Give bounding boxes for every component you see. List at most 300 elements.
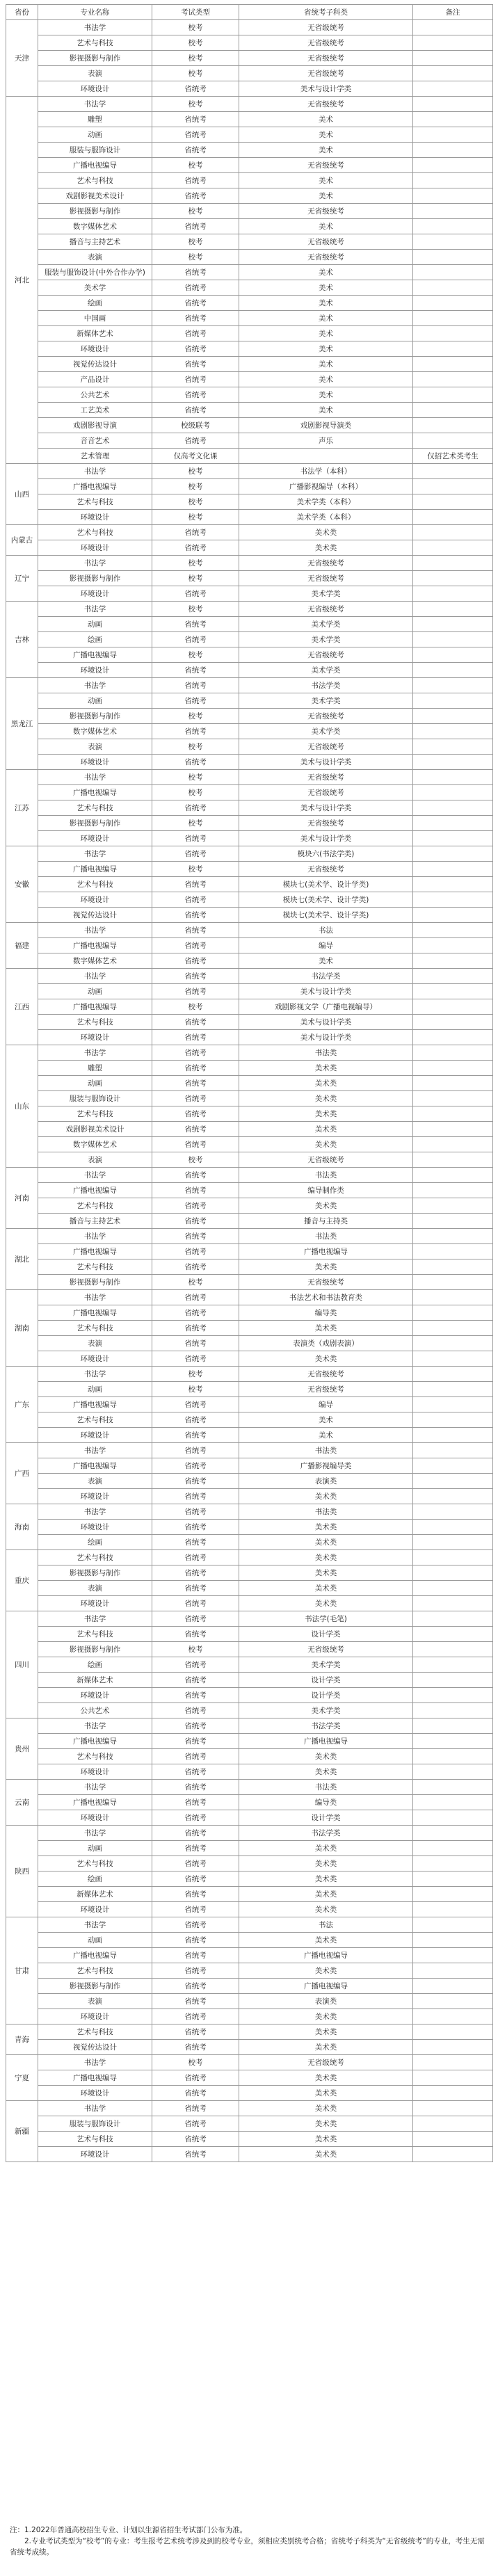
remarks-cell (413, 678, 493, 693)
remarks-cell (413, 556, 493, 571)
major-cell: 绘画 (38, 296, 152, 311)
exam-type-cell: 省统考 (152, 2101, 239, 2116)
table-row (6, 433, 493, 449)
remarks-cell (413, 1382, 493, 1397)
major-cell: 动画 (38, 1841, 152, 1856)
major-cell: 视觉传达设计 (38, 908, 152, 923)
remarks-cell (413, 1229, 493, 1244)
table-row (6, 1443, 493, 1458)
exam-type-cell: 省统考 (152, 1734, 239, 1749)
major-cell: 艺术与科技 (38, 525, 152, 540)
subcategory-cell: 美术类 (239, 1321, 413, 1336)
subcategory-cell: 书法类 (239, 1168, 413, 1183)
exam-type-cell: 省统考 (152, 1887, 239, 1902)
remarks-cell (413, 1810, 493, 1826)
major-cell: 动画 (38, 1382, 152, 1397)
exam-type-cell: 校考 (152, 1152, 239, 1168)
subcategory-cell: 无省级统考 (239, 51, 413, 66)
table-row (6, 20, 493, 35)
subcategory-cell: 书法类 (239, 1504, 413, 1520)
major-cell: 广播电视编导 (38, 785, 152, 800)
subcategory-cell: 书法学类 (239, 1718, 413, 1734)
major-cell: 书法学 (38, 1917, 152, 1933)
remarks-cell (413, 1520, 493, 1535)
remarks-cell (413, 1917, 493, 1933)
major-cell: 书法学 (38, 1045, 152, 1061)
subcategory-cell: 美术类 (239, 2040, 413, 2055)
subcategory-cell: 书法类 (239, 1443, 413, 1458)
major-cell: 数字媒体艺术 (38, 953, 152, 969)
remarks-cell (413, 418, 493, 433)
table-row (6, 1657, 493, 1673)
remarks-cell (413, 296, 493, 311)
table-row (6, 387, 493, 403)
table-row (6, 1810, 493, 1826)
major-cell: 环境设计 (38, 1902, 152, 1917)
remarks-cell (413, 1535, 493, 1550)
exam-type-cell: 省统考 (152, 1198, 239, 1214)
remarks-cell (413, 862, 493, 877)
remarks-cell (413, 1061, 493, 1076)
major-cell: 书法学 (38, 2101, 152, 2116)
subcategory-cell: 美术类 (239, 1061, 413, 1076)
table-row (6, 1122, 493, 1137)
major-cell: 服装与服饰设计(中外合作办学) (38, 265, 152, 280)
remarks-cell (413, 1826, 493, 1841)
table-row (6, 1336, 493, 1351)
remarks-cell (413, 1214, 493, 1229)
major-cell: 环境设计 (38, 1810, 152, 1826)
major-cell: 表演 (38, 1581, 152, 1596)
exam-type-cell: 校考 (152, 479, 239, 494)
remarks-cell (413, 1611, 493, 1627)
exam-type-cell: 省统考 (152, 1841, 239, 1856)
province-cell: 重庆 (6, 1550, 38, 1611)
subcategory-cell: 书法学（本科） (239, 464, 413, 479)
subcategory-cell: 书法学类 (239, 1826, 413, 1841)
remarks-cell (413, 1091, 493, 1106)
subcategory-cell: 广播影视编导类 (239, 1458, 413, 1474)
major-cell: 广播电视编导 (38, 1795, 152, 1810)
subcategory-cell: 美术 (239, 311, 413, 326)
table-row (6, 693, 493, 709)
subcategory-cell: 美术 (239, 1412, 413, 1428)
subcategory-cell: 美术类 (239, 1871, 413, 1887)
table-row (6, 969, 493, 984)
major-cell: 影视摄影与制作 (38, 1565, 152, 1581)
table-row (6, 1259, 493, 1275)
province-cell: 云南 (6, 1780, 38, 1826)
exam-type-cell: 省统考 (152, 1535, 239, 1550)
exam-type-cell: 省统考 (152, 326, 239, 341)
subcategory-cell: 模块七(美术学、设计学类) (239, 892, 413, 908)
table-row (6, 2009, 493, 2024)
remarks-cell (413, 143, 493, 158)
exam-type-cell: 校考 (152, 999, 239, 1015)
subcategory-cell: 无省级统考 (239, 647, 413, 663)
subcategory-cell: 编导类 (239, 1305, 413, 1321)
remarks-cell (413, 999, 493, 1015)
subcategory-cell: 模块七(美术学、设计学类) (239, 908, 413, 923)
exam-type-cell: 省统考 (152, 81, 239, 97)
remarks-cell (413, 2086, 493, 2101)
subcategory-cell: 美术类 (239, 1841, 413, 1856)
exam-type-cell: 省统考 (152, 1581, 239, 1596)
subcategory-cell: 编导类 (239, 1795, 413, 1810)
remarks-cell (413, 1703, 493, 1718)
major-cell: 戏剧影视美术设计 (38, 1122, 152, 1137)
exam-type-cell: 省统考 (152, 923, 239, 938)
subcategory-cell: 无省级统考 (239, 816, 413, 831)
major-cell: 环境设计 (38, 892, 152, 908)
subcategory-cell: 美术 (239, 953, 413, 969)
exam-type-cell: 省统考 (152, 1826, 239, 1841)
remarks-cell (413, 1688, 493, 1703)
remarks-cell (413, 2024, 493, 2040)
table-row (6, 2147, 493, 2162)
exam-type-cell: 校考 (152, 556, 239, 571)
subcategory-cell: 美术 (239, 1428, 413, 1443)
remarks-cell (413, 1627, 493, 1642)
remarks-cell (413, 1994, 493, 2009)
table-row (6, 800, 493, 816)
table-row (6, 739, 493, 755)
subcategory-cell: 书法学类 (239, 678, 413, 693)
subcategory-cell: 美术类 (239, 540, 413, 556)
exam-type-cell: 省统考 (152, 1076, 239, 1091)
exam-type-cell: 省统考 (152, 1412, 239, 1428)
table-row (6, 2024, 493, 2040)
major-cell: 环境设计 (38, 1351, 152, 1367)
table-row (6, 1550, 493, 1565)
major-cell: 戏剧影视导演 (38, 418, 152, 433)
major-cell: 书法学 (38, 1718, 152, 1734)
remarks-cell (413, 755, 493, 770)
exam-type-cell: 省统考 (152, 632, 239, 647)
table-row (6, 1290, 493, 1305)
table-row (6, 1152, 493, 1168)
remarks-cell (413, 81, 493, 97)
remarks-cell (413, 188, 493, 204)
table-row (6, 1917, 493, 1933)
exam-type-cell: 省统考 (152, 1810, 239, 1826)
remarks-cell (413, 2070, 493, 2086)
table-row (6, 678, 493, 693)
subcategory-cell: 美术类 (239, 1902, 413, 1917)
exam-type-cell: 省统考 (152, 953, 239, 969)
major-cell: 音音艺术 (38, 433, 152, 449)
exam-type-cell: 省统考 (152, 1061, 239, 1076)
remarks-cell (413, 1443, 493, 1458)
remarks-cell (413, 984, 493, 999)
subcategory-cell: 无省级统考 (239, 250, 413, 265)
table-row (6, 862, 493, 877)
table-row (6, 984, 493, 999)
subcategory-cell: 美术类 (239, 1351, 413, 1367)
table-row (6, 143, 493, 158)
header-subcategory: 省统考子科类 (239, 5, 413, 20)
subcategory-cell: 美术类 (239, 1550, 413, 1565)
table-row (6, 709, 493, 724)
remarks-cell (413, 586, 493, 602)
table-row (6, 1688, 493, 1703)
table-row (6, 2040, 493, 2055)
remarks-cell (413, 1780, 493, 1795)
subcategory-cell: 美术类 (239, 2116, 413, 2132)
remarks-cell (413, 234, 493, 250)
major-cell: 书法学 (38, 1443, 152, 1458)
exam-type-cell: 省统考 (152, 1688, 239, 1703)
province-cell: 山东 (6, 1045, 38, 1168)
subcategory-cell: 美术 (239, 357, 413, 372)
subcategory-cell: 美术学类 (239, 632, 413, 647)
subcategory-cell: 无省级统考 (239, 1152, 413, 1168)
table-row (6, 2116, 493, 2132)
remarks-cell (413, 1137, 493, 1152)
major-cell: 公共艺术 (38, 1703, 152, 1718)
remarks-cell (413, 800, 493, 816)
table-row (6, 1887, 493, 1902)
major-cell: 动画 (38, 127, 152, 143)
exam-type-cell: 校考 (152, 1382, 239, 1397)
major-cell: 视觉传达设计 (38, 357, 152, 372)
exam-type-cell: 省统考 (152, 1963, 239, 1979)
exam-type-cell: 省统考 (152, 1106, 239, 1122)
exam-type-cell: 省统考 (152, 1305, 239, 1321)
exam-type-cell: 省统考 (152, 1550, 239, 1565)
major-cell: 影视摄影与制作 (38, 816, 152, 831)
subcategory-cell: 美术学类 (239, 693, 413, 709)
subcategory-cell: 书法 (239, 1917, 413, 1933)
remarks-cell (413, 2040, 493, 2055)
table-row (6, 2070, 493, 2086)
table-row (6, 158, 493, 173)
table-row (6, 66, 493, 81)
table-row (6, 1520, 493, 1535)
major-cell: 影视摄影与制作 (38, 709, 152, 724)
subcategory-cell: 无省级统考 (239, 234, 413, 250)
major-cell: 环境设计 (38, 586, 152, 602)
subcategory-cell: 美术学类 (239, 1703, 413, 1718)
remarks-cell (413, 877, 493, 892)
subcategory-cell: 美术类 (239, 1933, 413, 1948)
remarks-cell (413, 433, 493, 449)
exam-type-cell: 省统考 (152, 617, 239, 632)
table-row (6, 1198, 493, 1214)
exam-type-cell: 省统考 (152, 1871, 239, 1887)
remarks-cell (413, 51, 493, 66)
exam-type-cell: 省统考 (152, 540, 239, 556)
province-cell: 内蒙古 (6, 525, 38, 556)
remarks-cell (413, 1106, 493, 1122)
table-row (6, 311, 493, 326)
major-cell: 艺术与科技 (38, 1856, 152, 1871)
major-cell: 艺术管理 (38, 449, 152, 464)
province-cell: 新疆 (6, 2101, 38, 2162)
exam-type-cell: 省统考 (152, 1474, 239, 1489)
major-cell: 数字媒体艺术 (38, 219, 152, 234)
exam-type-cell: 省统考 (152, 1657, 239, 1673)
major-cell: 广播电视编导 (38, 1458, 152, 1474)
subcategory-cell: 美术 (239, 173, 413, 188)
major-cell: 环境设计 (38, 2086, 152, 2101)
remarks-cell (413, 510, 493, 525)
exam-type-cell: 省统考 (152, 219, 239, 234)
table-row (6, 1183, 493, 1198)
table-row (6, 1734, 493, 1749)
remarks-cell (413, 770, 493, 785)
subcategory-cell: 美术学类 (239, 724, 413, 739)
exam-type-cell: 省统考 (152, 143, 239, 158)
table-row (6, 326, 493, 341)
exam-type-cell: 省统考 (152, 1703, 239, 1718)
remarks-cell (413, 1198, 493, 1214)
exam-type-cell: 省统考 (152, 1214, 239, 1229)
major-cell: 环境设计 (38, 2147, 152, 2162)
remarks-cell (413, 341, 493, 357)
subcategory-cell: 广播电视编导 (239, 1734, 413, 1749)
major-cell: 书法学 (38, 602, 152, 617)
exam-type-cell: 省统考 (152, 296, 239, 311)
remarks-cell (413, 1321, 493, 1336)
province-cell: 江西 (6, 969, 38, 1045)
header-exam-type: 考试类型 (152, 5, 239, 20)
remarks-cell (413, 127, 493, 143)
subcategory-cell: 书法类 (239, 1780, 413, 1795)
enrollment-table (6, 4, 493, 2162)
exam-type-cell: 省统考 (152, 2147, 239, 2162)
subcategory-cell: 设计学类 (239, 1688, 413, 1703)
subcategory-cell: 美术类 (239, 1106, 413, 1122)
table-row (6, 372, 493, 387)
subcategory-cell: 无省级统考 (239, 785, 413, 800)
table-row (6, 1963, 493, 1979)
major-cell: 环境设计 (38, 341, 152, 357)
remarks-cell (413, 66, 493, 81)
major-cell: 艺术与科技 (38, 35, 152, 51)
subcategory-cell: 编导 (239, 1397, 413, 1412)
major-cell: 艺术与科技 (38, 1198, 152, 1214)
subcategory-cell: 戏剧影视文学（广播电视编导） (239, 999, 413, 1015)
exam-type-cell: 省统考 (152, 800, 239, 816)
remarks-cell (413, 1887, 493, 1902)
subcategory-cell: 美术类 (239, 1535, 413, 1550)
table-row (6, 1244, 493, 1259)
remarks-cell (413, 724, 493, 739)
remarks-cell (413, 1474, 493, 1489)
exam-type-cell: 校考 (152, 464, 239, 479)
remarks-cell (413, 1550, 493, 1565)
remarks-cell (413, 1489, 493, 1504)
subcategory-cell: 书法艺术和书法教育类 (239, 1290, 413, 1305)
exam-type-cell: 省统考 (152, 1780, 239, 1795)
subcategory-cell: 无省级统考 (239, 20, 413, 35)
remarks-cell (413, 1871, 493, 1887)
table-row (6, 602, 493, 617)
subcategory-cell: 无省级统考 (239, 1367, 413, 1382)
table-row (6, 724, 493, 739)
table-row (6, 81, 493, 97)
major-cell: 新媒体艺术 (38, 1887, 152, 1902)
subcategory-cell: 美术学类 (239, 586, 413, 602)
remarks-cell (413, 1367, 493, 1382)
remarks-cell (413, 20, 493, 35)
province-cell: 陕西 (6, 1826, 38, 1917)
major-cell: 影视摄影与制作 (38, 51, 152, 66)
major-cell: 艺术与科技 (38, 1321, 152, 1336)
major-cell: 广播电视编导 (38, 1948, 152, 1963)
subcategory-cell: 美术类 (239, 2101, 413, 2116)
table-row (6, 510, 493, 525)
major-cell: 表演 (38, 739, 152, 755)
exam-type-cell: 省统考 (152, 1428, 239, 1443)
table-row (6, 449, 493, 464)
table-row (6, 51, 493, 66)
table-row (6, 1673, 493, 1688)
major-cell: 广播电视编导 (38, 1244, 152, 1259)
table-row (6, 1948, 493, 1963)
remarks-cell (413, 1734, 493, 1749)
exam-type-cell: 省统考 (152, 586, 239, 602)
table-row (6, 1106, 493, 1122)
major-cell: 艺术与科技 (38, 800, 152, 816)
exam-type-cell: 省统考 (152, 1948, 239, 1963)
subcategory-cell: 美术类 (239, 1887, 413, 1902)
major-cell: 表演 (38, 1336, 152, 1351)
exam-type-cell: 省统考 (152, 1244, 239, 1259)
remarks-cell (413, 1948, 493, 1963)
subcategory-cell: 美术学类（本科） (239, 494, 413, 510)
province-cell: 河北 (6, 97, 38, 464)
exam-type-cell: 省统考 (152, 2009, 239, 2024)
remarks-cell (413, 969, 493, 984)
table-row (6, 617, 493, 632)
table-row (6, 846, 493, 862)
remarks-cell (413, 571, 493, 586)
table-row (6, 816, 493, 831)
table-body (6, 20, 493, 2162)
table-row (6, 755, 493, 770)
remarks-cell (413, 280, 493, 296)
exam-type-cell: 省统考 (152, 1795, 239, 1810)
exam-type-cell: 省统考 (152, 1122, 239, 1137)
remarks-cell (413, 1290, 493, 1305)
exam-type-cell: 省统考 (152, 1489, 239, 1504)
major-cell: 动画 (38, 693, 152, 709)
major-cell: 表演 (38, 66, 152, 81)
table-row (6, 1015, 493, 1030)
province-cell: 甘肃 (6, 1917, 38, 2024)
subcategory-cell: 美术类 (239, 1198, 413, 1214)
exam-type-cell: 省统考 (152, 127, 239, 143)
table-row (6, 1871, 493, 1887)
subcategory-cell: 美术类 (239, 2070, 413, 2086)
subcategory-cell: 无省级统考 (239, 862, 413, 877)
exam-type-cell: 校考 (152, 97, 239, 112)
subcategory-cell: 美术类 (239, 1581, 413, 1596)
major-cell: 表演 (38, 250, 152, 265)
major-cell: 环境设计 (38, 1030, 152, 1045)
subcategory-cell: 美术 (239, 127, 413, 143)
header-remarks: 备注 (413, 5, 493, 20)
table-row (6, 188, 493, 204)
subcategory-cell: 美术 (239, 143, 413, 158)
exam-type-cell: 校考 (152, 35, 239, 51)
remarks-cell (413, 739, 493, 755)
remarks-cell (413, 831, 493, 846)
exam-type-cell: 省统考 (152, 1137, 239, 1152)
subcategory-cell: 美术 (239, 219, 413, 234)
